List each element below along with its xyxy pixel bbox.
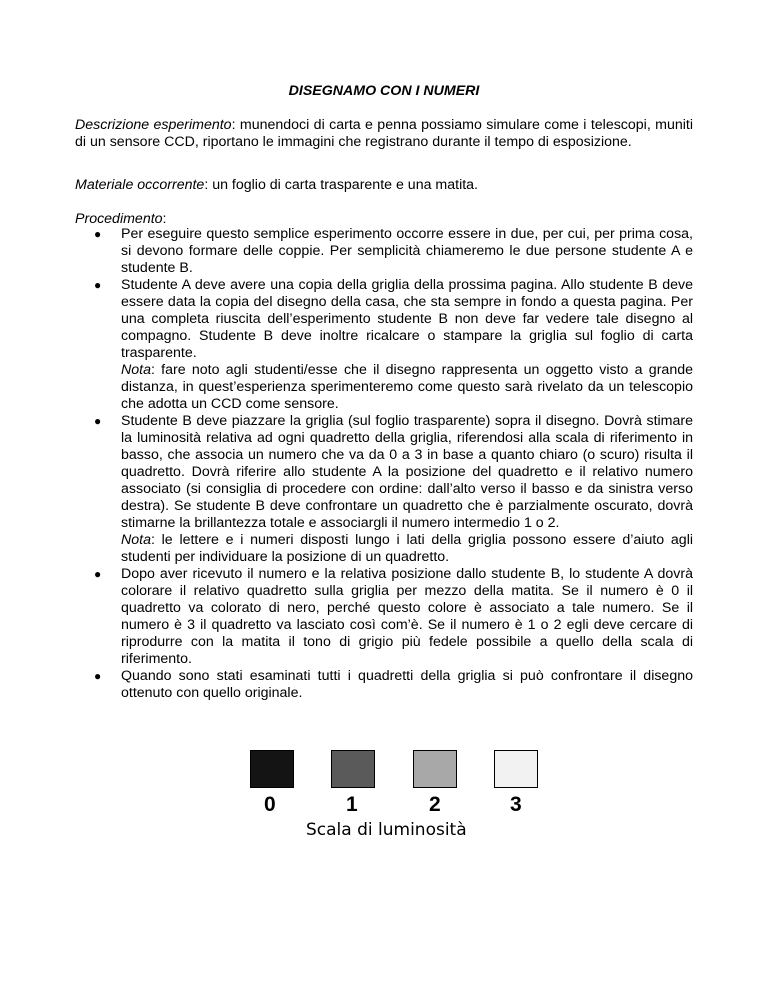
list-item xyxy=(75,226,693,277)
note-label: Nota xyxy=(121,532,151,548)
list-item-text: Studente A deve avere una copia della griglia della prossima pagina. Allo studente B deve essere data la copia del disegno della casa, che sta sempre in fondo a questa pagina. Per una completa riuscita dell’esperimento studente B non deve far vedere tale disegno al compagno. Studente B deve inoltre ricalcare o stampare la griglia sul foglio di carta trasparente. xyxy=(121,277,693,361)
scale-swatch-0 xyxy=(250,750,294,788)
bullet-icon: ● xyxy=(94,669,102,683)
bullet-icon: ● xyxy=(94,227,102,241)
list-item-text: Per eseguire questo semplice esperimento occorre essere in due, per cui, per prima cosa, si devono formare delle coppie. Per semplicità chiameremo le due persone studente A e studente B. xyxy=(121,226,693,276)
scale-swatch-1 xyxy=(331,750,375,788)
page-title: DISEGNAMO CON I NUMERI xyxy=(288,83,480,99)
descrizione-paragraph xyxy=(75,117,693,151)
luminosity-scale xyxy=(236,740,602,844)
list-item-text: Dopo aver ricevuto il numero e la relativa posizione dallo studente B, lo studente A dovrà colorare il relativo quadretto sulla griglia per mezzo della matita. Se il numero è 0 il quadretto va colorato di nero, perché questo colore è associato a tale numero. Se il numero è 3 il quadretto va lasciato così com’è. Se il numero è 1 o 2 egli deve cercare di riprodurre con la matita il tono di grigio più fedele possibile a quello della scala di riferimento. xyxy=(121,566,693,667)
list-item xyxy=(75,413,693,566)
scale-number-0: 0 xyxy=(264,793,276,816)
materiale-paragraph xyxy=(75,177,693,194)
procedimento-colon: : xyxy=(162,211,167,227)
note xyxy=(121,362,693,412)
note-text: : le lettere e i numeri disposti lungo i lati della griglia possono essere d’aiuto agli studenti per individuare la posizione di un quadretto. xyxy=(121,532,693,565)
scale-caption: Scala di luminosità xyxy=(306,820,467,840)
note-label: Nota xyxy=(121,362,151,378)
scale-number-3: 3 xyxy=(510,793,522,816)
note xyxy=(121,532,693,565)
scale-number-1: 1 xyxy=(346,793,358,816)
materiale-label: Materiale occorrente xyxy=(75,177,205,193)
list-item-text: Studente B deve piazzare la griglia (sul foglio trasparente) sopra il disegno. Dovrà stimare la luminosità relativa ad ogni quadretto della griglia, riferendosi alla scala di riferimento in basso, che associa un numero che va da 0 a 3 in base a quanto chiaro (o scuro) risulta il quadretto. Dovrà riferire allo studente A la posizione del quadretto e il relativo numero associato (si consiglia di procedere con ordine: dall’alto verso il basso e da sinistra verso destra). Se studente B deve confrontare un quadretto che è parzialmente oscurato, dovrà stimarne la brillantezza totale e associargli il numero intermedio 1 o 2. xyxy=(121,413,693,531)
list-item xyxy=(75,277,693,413)
descrizione-label: Descrizione esperimento xyxy=(75,117,232,133)
scale-swatch-3 xyxy=(494,750,538,788)
bullet-icon: ● xyxy=(94,567,102,581)
scale-number-2: 2 xyxy=(429,793,441,816)
procedimento-label: Procedimento xyxy=(75,211,163,227)
note-text: : fare noto agli studenti/esse che il disegno rappresenta un oggetto visto a grande distanza, in quest’esperienza sperimenteremo come questo sarà rivelato da un telescopio che adotta un CCD come sensore. xyxy=(121,362,693,412)
list-item-text: Quando sono stati esaminati tutti i quadretti della griglia si può confrontare il disegno ottenuto con quello originale. xyxy=(121,668,693,701)
list-item xyxy=(75,566,693,668)
procedure-list xyxy=(75,226,693,702)
bullet-icon: ● xyxy=(94,278,102,292)
scale-swatch-2 xyxy=(413,750,457,788)
list-item xyxy=(75,668,693,702)
descrizione-text: : munendoci di carta e penna possiamo simulare come i telescopi, muniti di un sensore CCD, riportano le immagini che registrano durante il tempo di esposizione. xyxy=(75,117,693,150)
materiale-text: : un foglio di carta trasparente e una matita. xyxy=(204,177,478,193)
bullet-icon: ● xyxy=(94,414,102,428)
